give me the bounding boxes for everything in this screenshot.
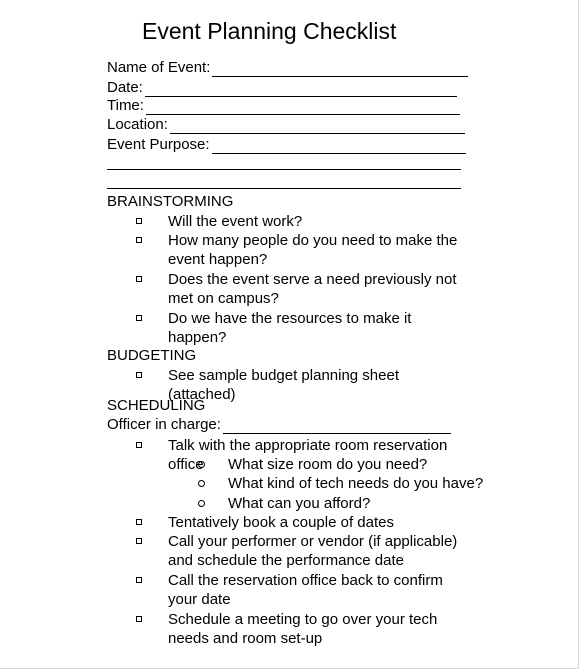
checklist-item-text: Talk with the appropriate room reservation office <box>168 437 448 473</box>
date-label: Date: <box>107 79 143 96</box>
checklist-item-text: Tentatively book a couple of dates <box>168 514 394 531</box>
purpose-blank-line-1 <box>107 169 461 170</box>
event-name-field <box>107 59 468 77</box>
circle-bullet-icon <box>198 500 205 507</box>
checklist-item-text: Will the event work? <box>168 213 303 230</box>
checkbox-icon <box>136 237 142 243</box>
officer-in-charge-field <box>107 416 451 434</box>
location-field <box>107 116 465 134</box>
officer-in-charge-label: Officer in charge: <box>107 416 221 433</box>
checkbox-icon <box>136 519 142 525</box>
checkbox-icon <box>136 276 142 282</box>
event-purpose-line <box>212 139 466 154</box>
event-name-label: Name of Event: <box>107 59 211 76</box>
officer-in-charge-line <box>223 419 451 434</box>
checkbox-icon <box>136 616 142 622</box>
circle-bullet-icon <box>198 461 205 468</box>
checklist-item-text: How many people do you need to make the event happen? <box>168 232 458 268</box>
date-field <box>107 79 457 97</box>
purpose-blank-line-2 <box>107 188 461 189</box>
checklist-item-text: See sample budget planning sheet (attached) <box>168 367 400 403</box>
checklist-item-text: Does the event serve a need previously not met on campus? <box>168 271 457 307</box>
checklist-item-text: Call the reservation office back to confirm your date <box>168 572 443 608</box>
time-field <box>107 97 460 115</box>
event-purpose-label: Event Purpose: <box>107 136 210 153</box>
page-title: Event Planning Checklist <box>142 18 397 44</box>
time-label: Time: <box>107 97 144 114</box>
checkbox-icon <box>136 442 142 448</box>
checkbox-icon <box>136 538 142 544</box>
scheduling-heading: SCHEDULING <box>107 397 206 414</box>
checkbox-icon <box>136 218 142 224</box>
event-purpose-field <box>107 136 466 154</box>
location-label: Location: <box>107 116 168 133</box>
time-line <box>146 100 460 115</box>
checkbox-icon <box>136 372 142 378</box>
event-name-line <box>212 62 468 77</box>
location-line <box>170 119 465 134</box>
checklist-item-text: Schedule a meeting to go over your tech needs and room set-up <box>168 611 438 647</box>
date-line <box>145 82 457 97</box>
sub-item-text: What size room do you need? <box>228 456 428 473</box>
sub-item-text: What kind of tech needs do you have? <box>228 475 484 492</box>
brainstorming-heading: BRAINSTORMING <box>107 193 234 210</box>
sub-item-text: What can you afford? <box>228 495 371 512</box>
checklist-item-text: Call your performer or vendor (if applicable) and schedule the performance date <box>168 533 458 569</box>
checkbox-icon <box>136 577 142 583</box>
checkbox-icon <box>136 315 142 321</box>
checklist-item-text: Do we have the resources to make it happen? <box>168 310 412 346</box>
circle-bullet-icon <box>198 480 205 487</box>
budgeting-heading: BUDGETING <box>107 347 197 364</box>
